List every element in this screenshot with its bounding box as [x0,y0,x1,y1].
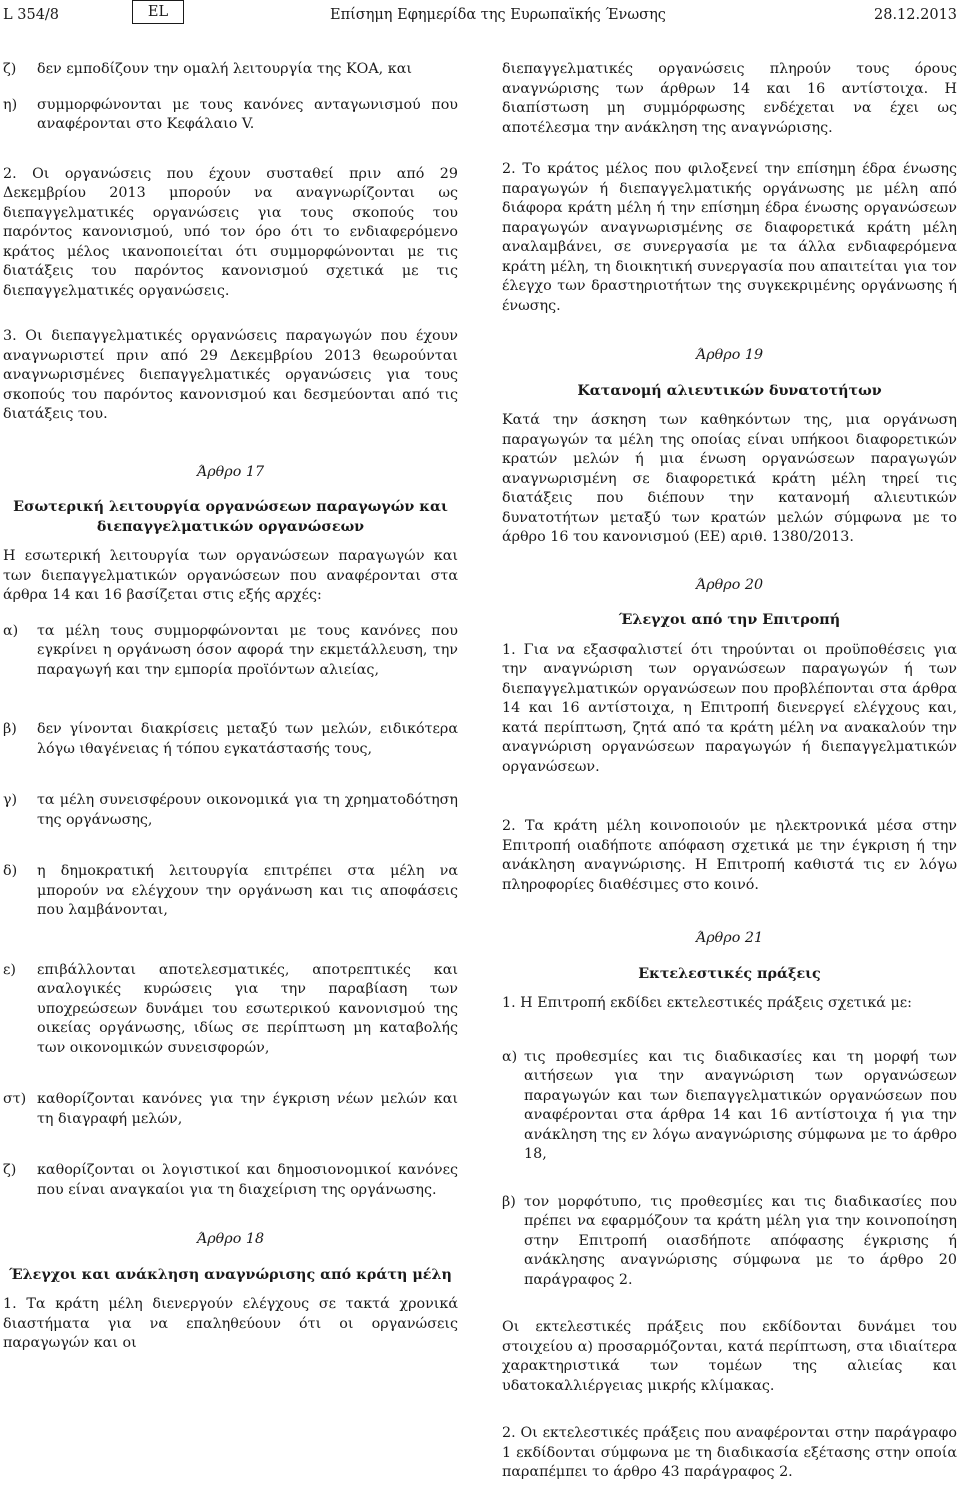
issue-date: 28.12.2013 [874,7,958,23]
list-item-a [3,622,458,681]
item-text: καθορίζονται κανόνες για την έγκριση νέων μελών και τη διαγραφή μελών, [37,1091,458,1127]
page-header [0,0,960,34]
article-17-heading: Άρθρο 17 [196,463,265,480]
journal-title: Επίσημη Εφημερίδα της Ευρωπαϊκής Ένωσης [330,7,666,23]
article-20-paragraph-2: 2. Τα κράτη μέλη κοινοποιούν με ηλεκτρονικά μέσα στην Επιτροπή οιαδήποτε απόφαση σχετικά με την έγκριση ή την ανάκληση αναγνώρισης. Η Επιτροπή καθιστά τις εν λόγω πληροφορίες διαθέσιμες στο κοινό. [502,818,957,893]
article-21-heading: Άρθρο 21 [695,930,764,946]
article-18-paragraph-2: 2. Το κράτος μέλος που φιλοξενεί την επίσημη έδρα ένωσης παραγωγών ή διεπαγγελματικής οργάνωσης με μέλη από διάφορα κράτη μέλη ή την επίσημη έδρα ένωσης οργανώσεων παραγωγών αναγνωρισμένης σε διαφορετικά κράτη μέλη αναλαμβάνει, σε συνεργασία με τα άλλα ενδιαφερόμενα κράτη μέλη, τη διοικητική συνεργασία που απαιτείται για τον έλεγχο των δραστηριοτήτων της συγκεκριμένης οργάνωσης ή ένωσης. [502,161,957,314]
item-label: ε) [3,961,16,978]
left-column [3,60,458,1370]
article-20-heading: Άρθρο 20 [695,576,764,593]
article-18-title: Έλεγχοι και ανάκληση αναγνώρισης από κράτη μέλη [9,1266,452,1283]
article-17-intro: Η εσωτερική λειτουργία των οργανώσεων παραγωγών και των διεπαγγελματικών οργανώσεων που αναφέρονται στα άρθρα 14 και 16 βασίζεται στις εξής αρχές: [3,548,458,603]
list-item-e [3,961,458,1059]
article-21-paragraph-1: 1. Η Επιτροπή εκδίδει εκτελεστικές πράξεις σχετικά με: [502,995,912,1011]
item-label: γ) [3,792,18,808]
item-text: δεν εμποδίζουν την ομαλή λειτουργία της ΚΟΑ, και [37,61,412,77]
item-text: συμμορφώνονται με τους κανόνες ανταγωνισμού που αναφέρονται στο Κεφάλαιο V. [37,96,458,132]
item-text: τα μέλη τους συμμορφώνονται με τους κανόνες που εγκρίνει η οργάνωση όσον αφορά την εκμετάλλευση, την παραγωγή και την εμπορία προϊόντων αλιείας, [37,622,458,678]
item-label: β) [3,721,17,737]
right-column [502,60,957,1499]
article-21-paragraph-2: 2. Οι εκτελεστικές πράξεις που αναφέρονται στην παράγραφο 1 εκδίδονται σύμφωνα με τη διαδικασία εξέτασης στην οποία παραπέμπει το άρθρο 43 παράγραφος 2. [502,1425,957,1480]
list-item-st [3,1090,458,1129]
item-label: α) [3,622,19,639]
list-item-a [502,1048,957,1165]
item-text: τις προθεσμίες και τις διαδικασίες και τη μορφή των αιτήσεων για την αναγνώριση των οργανώσεων παραγωγών και των διεπαγγελματικών οργανώσεων που αναφέρονται στα άρθρα 14 και 16 αντίστοιχα ή για την ανάκληση της εν λόγω αναγνώρισης σύμφωνα με το άρθρο 18, [524,1048,957,1162]
article-19-heading: Άρθρο 19 [695,347,764,363]
article-17-title: Εσωτερική λειτουργία οργανώσεων παραγωγών και διεπαγγελματικών οργανώσεων [13,499,448,535]
article-20-paragraph-1: 1. Για να εξασφαλιστεί ότι τηρούνται οι προϋποθέσεις για την αναγνώριση των οργανώσεων παραγωγών ή των διεπαγγελματικών οργανώσεων που προβλέπονται στα άρθρα 14 και 16 αντίστοιχα, η Επιτροπή διενεργεί ελέγχους και, κατά περίπτωση, ζητά από τα κράτη μέλη να ανακαλούν την αναγνώριση οργανώσεων παραγωγών ή διεπαγγελματικών οργανώσεων. [502,641,957,775]
item-text: η δημοκρατική λειτουργία επιτρέπει στα μέλη να μπορούν να ελέγχουν την οργάνωση και τις αποφάσεις που λαμβάνονται, [37,863,458,918]
item-label: ζ) [3,1162,17,1178]
list-item-d [3,862,458,921]
executive-acts-paragraph: Οι εκτελεστικές πράξεις που εκδίδονται δυνάμει του στοιχείου α) προσαρμόζονται, κατά περίπτωση, στα ιδιαίτερα χαρακτηριστικά των τομέων της αλιείας και υδατοκαλλιέργειας μικρής κλίμακας. [502,1319,957,1394]
list-item-i [3,96,458,135]
item-text: επιβάλλονται αποτελεσματικές, αποτρεπτικές και αναλογικές κυρώσεις για την παραβίαση των υποχρεώσεων δυνάμει του εσωτερικού κανονισμού της οικείας οργάνωσης, ιδίως σε περίπτωση μη καταβολής των οικονομικών συνεισφορών, [37,961,458,1056]
item-text: δεν γίνονται διακρίσεις μεταξύ των μελών, ειδικότερα λόγω ιθαγένειας ή τόπου εγκατάστασής τους, [37,721,458,757]
item-text: καθορίζονται οι λογιστικοί και δημοσιονομικοί κανόνες που είναι αναγκαίοι για τη διαχείριση της οργάνωσης. [37,1162,458,1198]
item-label: στ) [3,1091,27,1107]
item-label: β) [502,1193,516,1210]
paragraph-2: 2. Οι οργανώσεις που έχουν συσταθεί πριν από 29 Δεκεμβρίου 2013 μπορούν να αναγνωρίζονται ως διεπαγγελματικές οργανώσεις για τους σκοπούς του παρόντος κανονισμού, υπό τον όρο ότι το ενδιαφερόμενο κράτος μέλος ικανοποιείται ότι συμμορφώνονται με τις διατάξεις του παρόντος κανονισμού σχετικά με τις διεπαγγελματικές οργανώσεις. [3,165,458,299]
list-item-b [502,1193,957,1291]
article-18-continuation: διεπαγγελματικές οργανώσεις πληρούν τους όρους αναγνώρισης των άρθρων 14 και 16 αντίστοιχα. Η διαπίστωση μη συμμόρφωσης ενδέχεται να έχει ως αποτέλεσμα την ανάκληση της αναγνώρισης. [502,61,957,136]
article-19-title: Κατανομή αλιευτικών δυνατοτήτων [577,382,882,399]
item-text: τα μέλη συνεισφέρουν οικονομικά για τη χρηματοδότηση της οργάνωσης, [37,792,458,828]
article-18-paragraph-1: 1. Τα κράτη μέλη διενεργούν ελέγχους σε τακτά χρονικά διαστήματα για να επαληθεύουν ότι οι οργανώσεις παραγωγών και οι [3,1296,458,1351]
paragraph-3: 3. Οι διεπαγγελματικές οργανώσεις παραγωγών που έχουν αναγνωριστεί πριν από 29 Δεκεμβρίου 2013 θεωρούνται αναγνωρισμένες διεπαγγελματικές οργανώσεις για τους σκοπούς του παρόντος κανονισμού και δεσμεύονται από τις διατάξεις του. [3,328,458,422]
page-number: L 354/8 [3,7,60,23]
article-20-title: Έλεγχοι από την Επιτροπή [618,612,841,628]
article-19-text: Κατά την άσκηση των καθηκόντων της, μια οργάνωση παραγωγών τα μέλη της οποίας είναι υπήκοοι διαφορετικών κρατών μελών ή μια ένωση οργανώσεων παραγωγών αναγνωρισμένη σε διαφορετικά κράτη μέλη τηρεί τις διατάξεις που διέπουν την κατανομή αλιευτικών δυνατοτήτων μεταξύ των κρατών μελών σύμφωνα με το άρθρο 16 του κανονισμού (ΕΕ) αριθ. 1380/2013. [502,412,957,545]
list-item-b [3,720,458,759]
item-label: η) [3,96,18,113]
item-text: τον μορφότυπο, τις προθεσμίες και τις διαδικασίες που πρέπει να εφαρμόζουν τα κράτη μέλη για την κοινοποίηση στην Επιτροπή οιασδήποτε απόφασης έγκρισης ή ανάκλησης αναγνώρισης σύμφωνα με το άρθρο 20 παράγραφος 2. [524,1193,957,1288]
list-item-z [3,60,458,80]
list-item-g [3,791,458,830]
item-label: δ) [3,863,18,879]
article-18-heading: Άρθρο 18 [196,1231,265,1247]
article-21-title: Εκτελεστικές πράξεις [638,965,821,982]
language-box: EL [132,0,184,24]
list-item-z2 [3,1161,458,1200]
item-label: α) [502,1048,518,1065]
item-label: ζ) [3,61,17,77]
